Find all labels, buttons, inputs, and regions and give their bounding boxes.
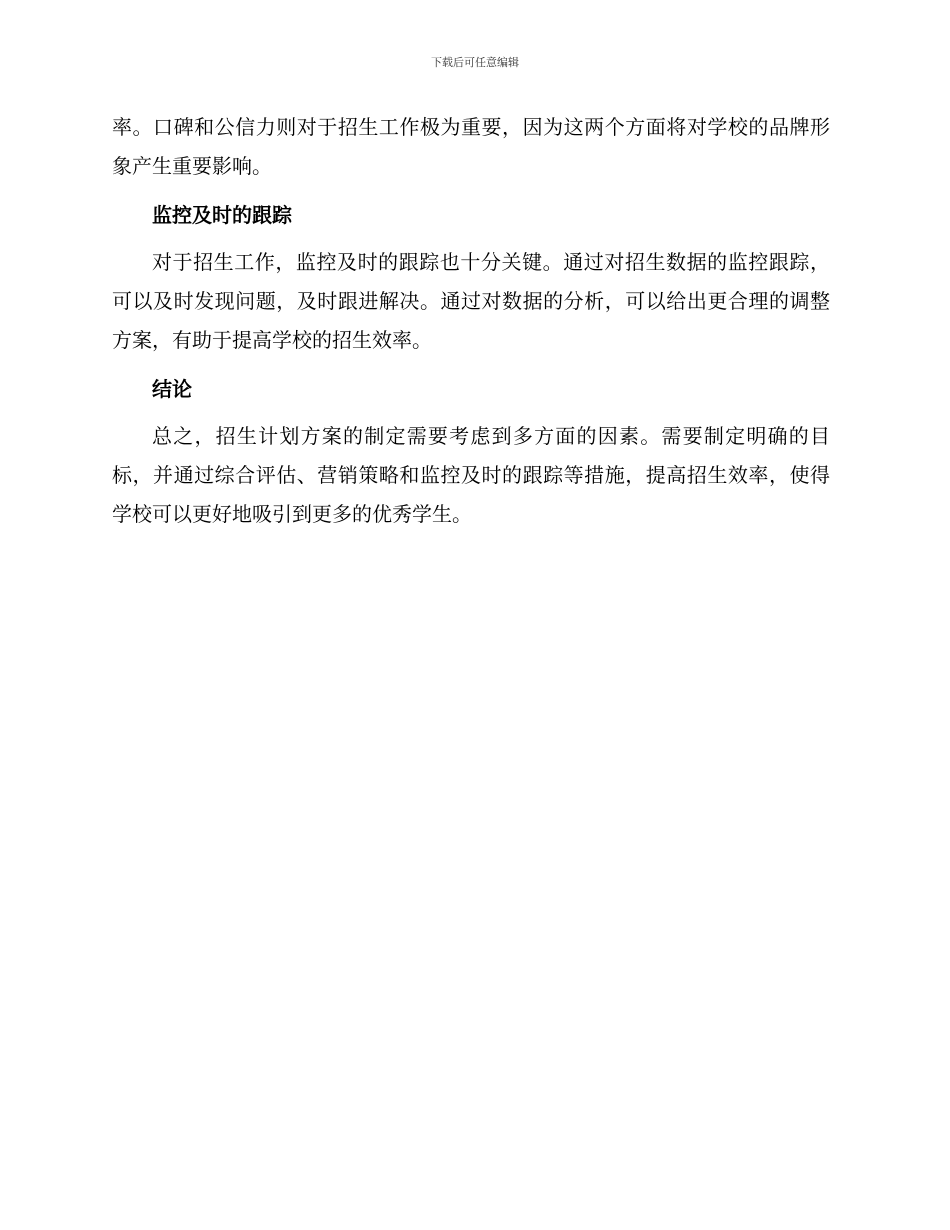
paragraph-brand-impact: 率。口碑和公信力则对于招生工作极为重要，因为这两个方面将对学校的品牌形象产生重要影响。 (112, 115, 830, 178)
page-header: 下载后可任意编辑 (431, 56, 519, 69)
paragraph-conclusion: 总之，招生计划方案的制定需要考虑到多方面的因素。需要制定明确的目标，并通过综合评估、营销策略和监控及时的跟踪等措施，提高招生效率，使得学校可以更好地吸引到更多的优秀学生。 (112, 424, 830, 526)
paragraph-monitoring: 对于招生工作，监控及时的跟踪也十分关键。通过对招生数据的监控跟踪，可以及时发现问题，及时跟进解决。通过对数据的分析，可以给出更合理的调整方案，有助于提高学校的招生效率。 (112, 250, 830, 352)
document-body (112, 108, 830, 534)
heading-conclusion: 结论 (152, 377, 192, 401)
heading-monitoring: 监控及时的跟踪 (152, 203, 292, 227)
